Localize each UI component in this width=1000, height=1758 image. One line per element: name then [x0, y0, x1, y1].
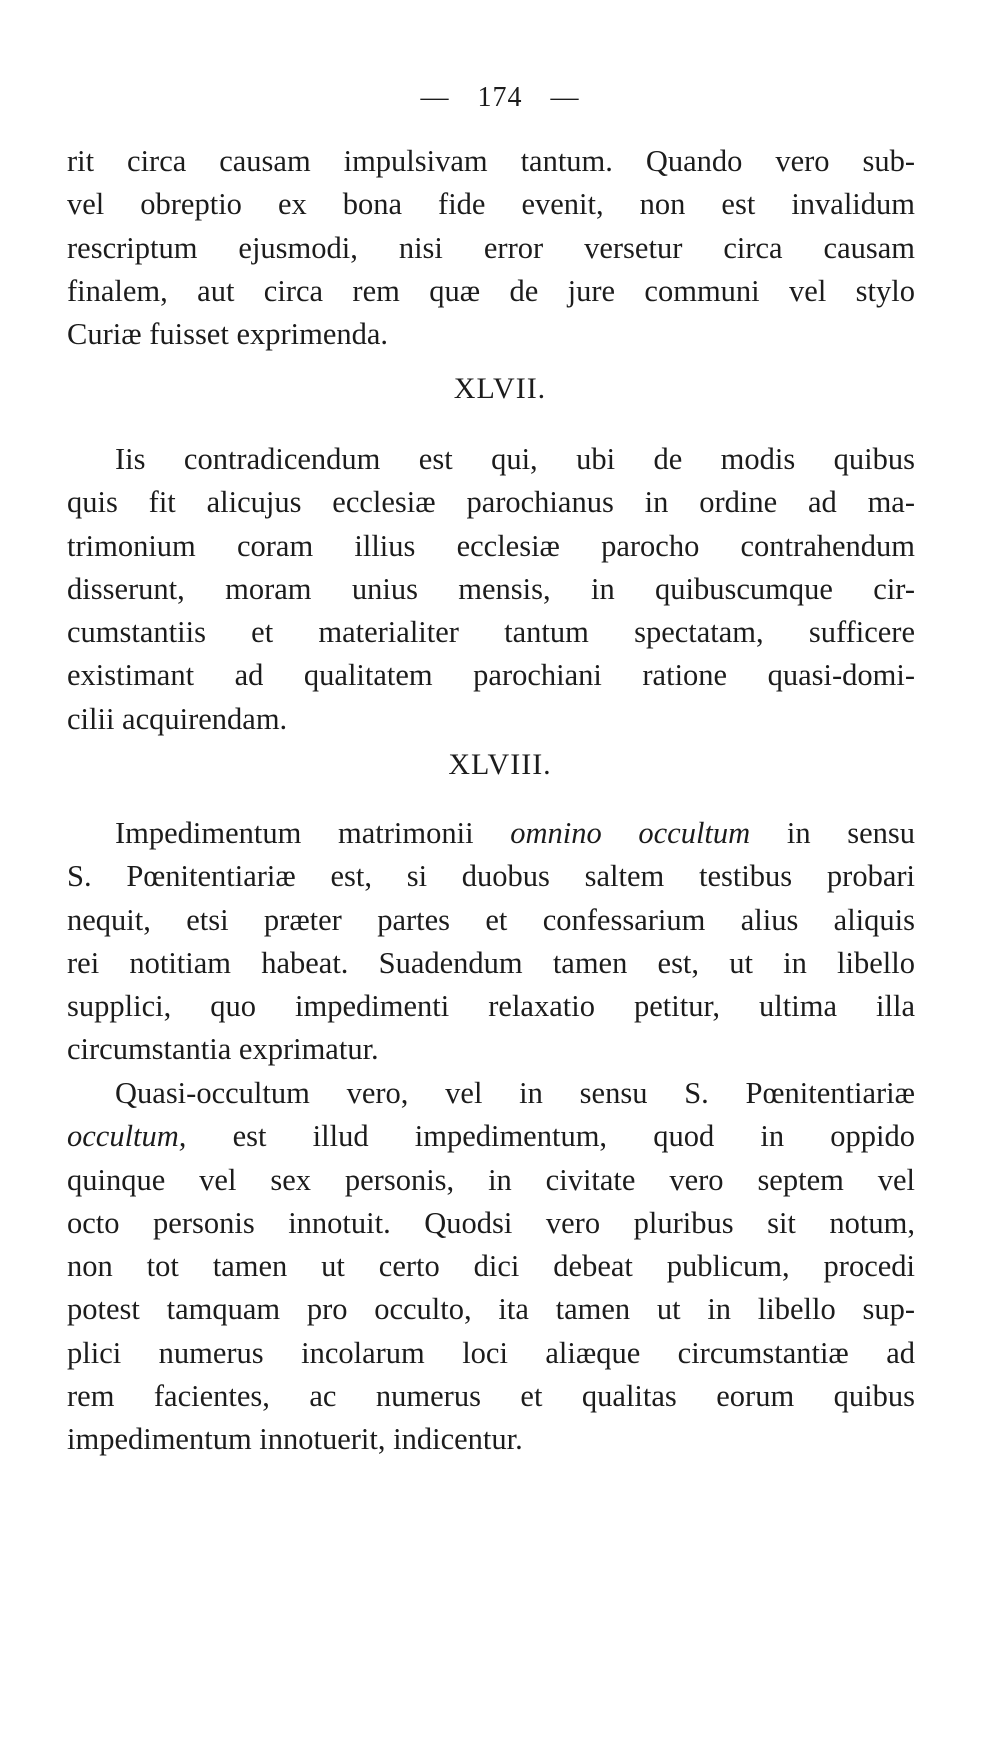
paragraph-xlvii	[67, 438, 915, 741]
text-line: supplici, quo impedimenti relaxatio petitur, ultima illa	[67, 989, 915, 1024]
text-line: quinque vel sex personis, in civitate vero septem vel	[67, 1162, 915, 1197]
text-line: cilii acquirendam.	[67, 701, 288, 736]
text-line: plici numerus incolarum loci aliæque circumstantiæ ad	[67, 1335, 915, 1370]
text-line	[67, 1115, 915, 1158]
text-line	[67, 812, 915, 855]
text-line: vel obreptio ex bona fide evenit, non est invalidum	[67, 187, 915, 222]
text-line: trimonium coram illius ecclesiæ parocho contrahendum	[67, 528, 915, 563]
text-fragment: Impedimentum matrimonii	[115, 816, 511, 850]
text-line: circumstantia exprimatur.	[67, 1032, 379, 1067]
text-line: Quasi-occultum vero, vel in sensu S. Pœnitentiariæ	[115, 1076, 915, 1110]
page-number-value: 174	[477, 82, 523, 113]
italic-term: occultum,	[67, 1119, 187, 1154]
text-fragment: in sensu	[750, 816, 916, 850]
text-line: nequit, etsi præter partes et confessarium alius aliquis	[67, 902, 915, 937]
text-line: quis fit alicujus ecclesiæ parochianus in ordine ad ma-	[67, 485, 915, 520]
paragraph-xlviii-first	[67, 812, 915, 1072]
text-line: rit circa causam impulsivam tantum. Quando vero sub-	[67, 144, 915, 178]
page-number	[0, 82, 1000, 114]
page-number-dash-left: —	[420, 82, 450, 113]
italic-term: omnino occultum	[510, 816, 751, 850]
text-line: finalem, aut circa rem quæ de jure communi vel stylo	[67, 273, 915, 308]
paragraph-xlviii-second	[67, 1072, 915, 1462]
text-fragment: est illud impedimentum, quod in oppido	[186, 1119, 915, 1154]
section-heading-xlvii: XLVII.	[453, 372, 547, 405]
text-line: rei notitiam habeat. Suadendum tamen est, ut in libello	[67, 945, 915, 980]
paragraph-continuation	[67, 140, 915, 356]
page-number-dash-right: —	[550, 82, 580, 113]
text-line: impedimentum innotuerit, indicentur.	[67, 1422, 523, 1457]
text-line: disserunt, moram unius mensis, in quibuscumque cir-	[67, 571, 915, 606]
text-line: S. Pœnitentiariæ est, si duobus saltem testibus probari	[67, 859, 915, 894]
text-line: Iis contradicendum est qui, ubi de modis quibus	[115, 442, 915, 476]
section-heading-xlviii: XLVIII.	[448, 748, 552, 781]
text-line: rescriptum ejusmodi, nisi error versetur circa causam	[67, 230, 915, 265]
text-line: cumstantiis et materialiter tantum spectatam, sufficere	[67, 615, 915, 650]
text-line: Curiæ fuisset exprimenda.	[67, 317, 389, 352]
text-line: existimant ad qualitatem parochiani ratione quasi-domi-	[67, 658, 915, 693]
text-line: non tot tamen ut certo dici debeat publicum, procedi	[67, 1249, 915, 1284]
text-line: octo personis innotuit. Quodsi vero pluribus sit notum,	[67, 1205, 915, 1240]
text-line: potest tamquam pro occulto, ita tamen ut in libello sup-	[67, 1292, 915, 1327]
text-line: rem facientes, ac numerus et qualitas eorum quibus	[67, 1379, 915, 1414]
